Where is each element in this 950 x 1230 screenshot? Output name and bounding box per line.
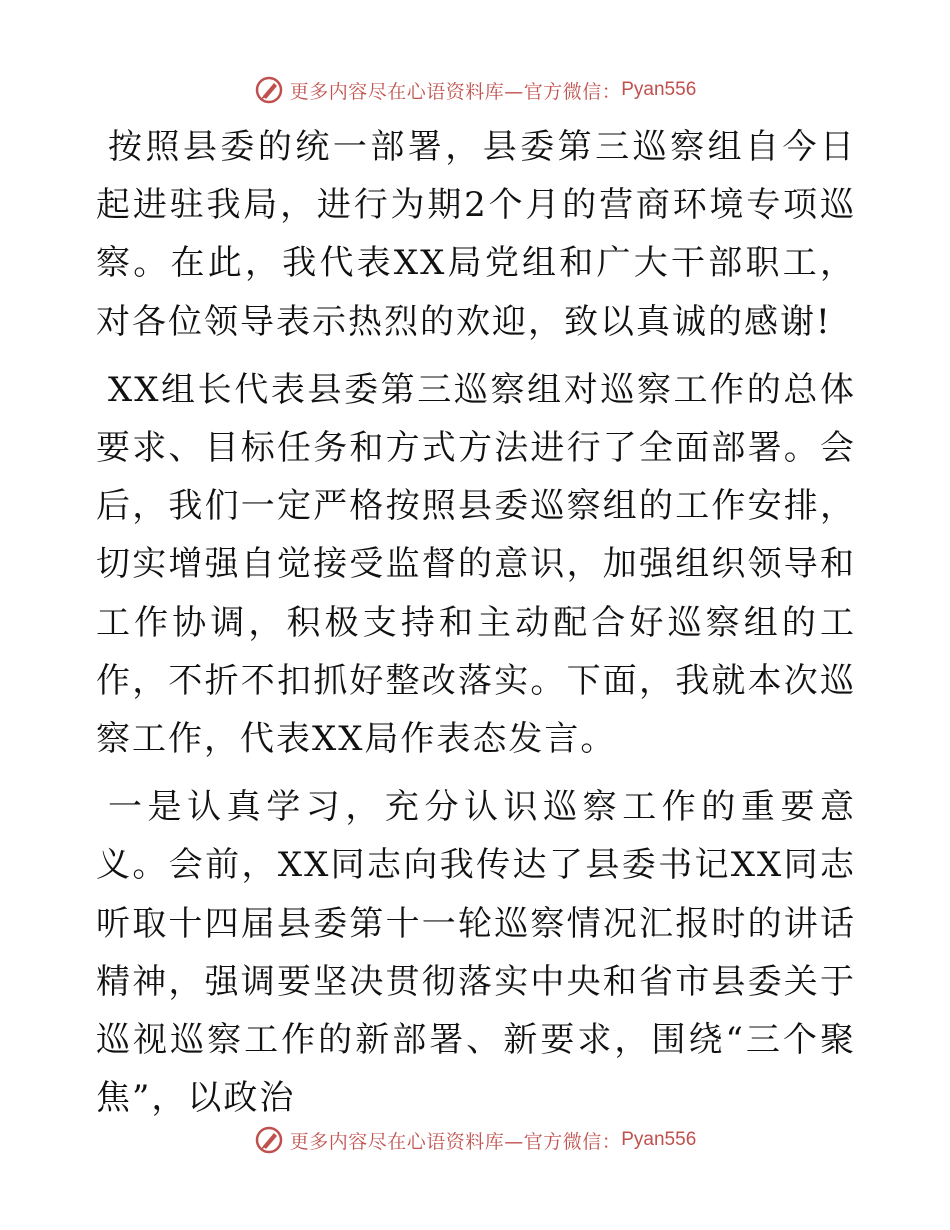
paragraph-3: 一是认真学习，充分认识巡察工作的重要意义。会前，XX同志向我传达了县委书记XX同志听取十四届县委第十一轮巡察情况汇报时的讲话精神，强调要坚决贯彻落实中央和省市县委关于巡视巡察工作的新部署、新要求，围绕“三个聚焦”，以政治 bbox=[96, 787, 856, 1119]
watermark-contact: Pyan556 bbox=[621, 1129, 697, 1150]
watermark-contact: Pyan556 bbox=[621, 79, 697, 100]
document-body bbox=[96, 118, 856, 1137]
watermark-text: 更多内容尽在心语资料库—官方微信： bbox=[289, 1130, 622, 1153]
header-watermark bbox=[0, 70, 950, 110]
paragraph-1: 按照县委的统一部署，县委第三巡察组自今日起进驻我局，进行为期2个月的营商环境专项巡察。在此，我代表XX局党组和广大干部职工，对各位领导表示热烈的欢迎，致以真诚的感谢! bbox=[96, 127, 856, 342]
paragraph-2: XX组长代表县委第三巡察组对巡察工作的总体要求、目标任务和方式方法进行了全面部署。会后，我们一定严格按照县委巡察组的工作安排，切实增强自觉接受监督的意识，加强组织领导和工作协调，积极支持和主动配合好巡察组的工作，不折不扣抓好整改落实。下面，我就本次巡察工作，代表XX局作表态发言。 bbox=[96, 369, 856, 760]
pen-logo-icon bbox=[254, 75, 284, 105]
footer-watermark bbox=[0, 1120, 950, 1160]
pen-logo-icon bbox=[254, 1125, 284, 1155]
watermark-text: 更多内容尽在心语资料库—官方微信： bbox=[289, 80, 622, 103]
